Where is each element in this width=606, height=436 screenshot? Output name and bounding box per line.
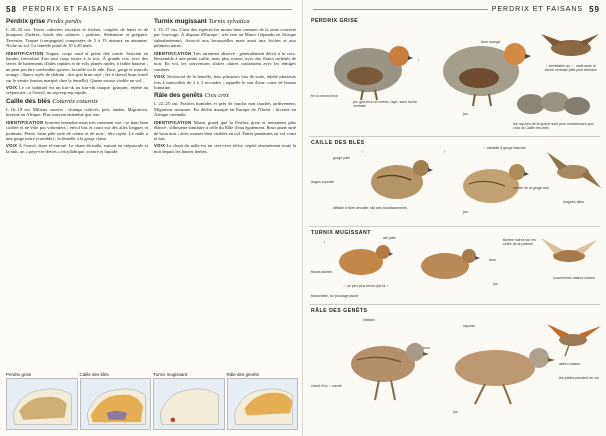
plate-label: juv. gris-brun et crème, rayé, sans tache ventrale — [353, 100, 417, 109]
voice-label: VOIX — [154, 143, 166, 149]
text-column-2 — [154, 17, 296, 366]
range-map-caption: Caille des blés — [79, 372, 109, 377]
plate-label: tâches noires sur les côtés de la poitrine — [503, 238, 536, 247]
plate-title-buttonquail: TURNIX MUGISSANT — [311, 230, 371, 236]
plate-label: gorge pâle — [333, 156, 350, 160]
europe-map-icon — [227, 378, 299, 430]
voice-text: Le cri habituel est un kirr-ik ou kirr-rik rauque, grinçant, répété au crépuscule ; à l'envol, un rep-rep-rep rapide. — [6, 85, 148, 96]
plate-title-quail: CAILLE DES BLÉS — [311, 140, 365, 146]
plate-title-partridge: PERDRIX GRISE — [311, 18, 359, 24]
corncrake-illustration — [339, 330, 429, 402]
plate-divider — [309, 226, 600, 227]
voice-text: Territorial de la femelle, hou, plusieurs fois de suite, répété plusieurs fois à intervalles de 2 à 3 secondes ; rappelle le son d'une corne de brume lointaine. — [154, 74, 296, 91]
voice-label: VOIX — [6, 85, 18, 91]
plate-label: juv. — [463, 210, 469, 214]
range-map — [80, 372, 150, 430]
europe-map-icon — [80, 378, 152, 430]
plate-label: châtain — [363, 318, 375, 322]
plate-label: juv. — [463, 112, 469, 116]
right-running-head — [309, 2, 600, 16]
plate-label: centre de la gorge noir — [513, 186, 549, 190]
plate-label: œil pâle — [383, 236, 396, 240]
identification-text: Très rarement observé ; généralement décrit à la voix. Ressemble à une petite caille, mais plus rousse, avec des flancs tachetés de noir. En vol, les couvertures alaires claires contrastent avec les rémiges sombres. — [154, 50, 296, 72]
range-map-caption: Râle des genêts — [226, 372, 260, 377]
voice-label: VOIX — [6, 143, 18, 149]
plate-label: couvertures alaires claires — [553, 276, 595, 280]
plate-title-corncrake: RÂLE DES GENÊTS — [311, 308, 368, 314]
corncrake-flight-illustration — [547, 318, 601, 358]
plate-label: ♀ — [443, 150, 446, 154]
corncrake-walking-illustration — [445, 334, 555, 406]
europe-map-icon — [153, 378, 225, 430]
species-heading-quail: Caille des blés Coturnix coturnix — [6, 97, 98, 105]
plate-label: ♀ — [417, 58, 420, 62]
right-page — [303, 0, 606, 436]
identification-label: IDENTIFICATION — [6, 119, 44, 125]
voice-text: À l'envol, doux et enroué. Le chant du mâle, surtout au crépuscule et la nuit, un « paye-tes-dettes » trisyllabique, sonore et liquide. — [6, 143, 148, 154]
species-heading-buttonquail: Turnix mugissant Turnix sylvatica — [154, 18, 250, 25]
plate-label: les pattes pendent en vol — [559, 376, 599, 380]
plate-label: rayures — [463, 324, 475, 328]
quail-female-illustration — [453, 154, 533, 208]
europe-map-icon — [6, 378, 78, 430]
range-map — [6, 372, 76, 430]
identification-label: IDENTIFICATION — [154, 119, 192, 125]
text-column-1 — [6, 17, 148, 366]
plate-label: brun — [423, 346, 431, 350]
plate-label: longues ailes — [563, 200, 584, 204]
left-text-columns — [6, 17, 296, 366]
plate-label: ♂ — [361, 150, 364, 154]
plate-label: ♂ semblable au ♂, mais avec la tache ventrale pâle plus étendue — [545, 64, 597, 73]
identification-label: IDENTIFICATION — [6, 50, 44, 56]
species-body: L 16–18 cm. Milieux ouverts : champs cultivés, prés, landes. Migratrice, hiverne en Afrique. Plus souvent entendue que vue. — [6, 106, 148, 118]
plate-label: ♂ un peu plus terne que la ♀ — [343, 284, 389, 288]
buttonquail-male-illustration — [413, 240, 483, 284]
quail-male-illustration — [363, 150, 433, 204]
page-number-left: 58 — [6, 4, 17, 14]
left-running-head — [6, 2, 296, 16]
page-number-right: 59 — [589, 4, 600, 14]
plate-label: ♀ — [323, 240, 326, 244]
voice-label: VOIX — [154, 74, 166, 80]
species-body: L 15–17 cm. L'une des espèces les moins bien connues de la zone couverte par l'ouvrage. À disparu d'Europe ; très rare au Maroc (répandu en Afrique subsaharienne). Associé aux broussailles mais aussi aux friches et aux palmiers nains. — [154, 27, 296, 49]
grey-partridge-illustration — [323, 30, 413, 100]
plate-divider — [309, 136, 600, 137]
partridge-covey-illustration — [513, 80, 593, 120]
plate-label: juv. — [453, 410, 459, 414]
running-head-text: PERDRIX ET FAISANS — [22, 5, 115, 13]
plate-label: brun orangé — [481, 40, 501, 44]
range-map — [227, 372, 297, 430]
range-map-caption: Turnix mugissant — [153, 372, 188, 377]
identification-text: Souvent entendue mais très rarement vue ; se tient bien cachée et ne vole pas volontiers ; envol bas et court sur des ailes longues et pointues. Petite, brun pâle strié de crème et de noir ; tête rayée. Le mâle a une gorge noire (variable) ; la femelle a la gorge claire. — [6, 119, 148, 141]
running-head-text: PERDRIX ET FAISANS — [491, 5, 584, 13]
identification-label: IDENTIFICATION — [154, 50, 192, 56]
species-body: L 22–25 cm. Prairies humides et prés de fauche non fauchés tardivement. Migrateur nocturne. En déclin marqué en Europe de l'Ouest ; hiverne en Afrique orientale. — [154, 101, 296, 118]
plate-divider — [309, 304, 600, 305]
header-rule — [313, 9, 488, 10]
buttonquail-female-illustration — [333, 238, 393, 280]
plate-label: chant d'un ♂ caché — [311, 384, 342, 388]
species-heading-corncrake: Râle des genêts Crex crex — [154, 92, 229, 100]
plate-label: larges sourcils — [311, 180, 334, 184]
plate-label: brun — [489, 258, 497, 262]
species-body: L 29–32 cm. Terres cultivées ouvertes et friches, coupées de haies et de bouquets d'arbres, bords des cultures ; prairies. Sédentaire et grégaire. Terrestre. Trapue (compagnie) composées de 5 à 15 oiseaux en automne. Niche au sol. La femelle pond de 10 à 20 œufs. — [6, 27, 148, 49]
buttonquail-flight-illustration — [539, 234, 599, 278]
plate-label: flancs tachés — [311, 270, 332, 274]
plate-label: juv. — [493, 282, 499, 286]
range-maps-row — [6, 372, 296, 430]
range-map — [153, 372, 223, 430]
plate-label: blanchâtre, au plumage jaune — [311, 294, 359, 298]
identification-text: Trapue, corps rond et petite tête ronde. Souvent en bandes s'envolant d'un seul coup toutes à la fois. À grands cris, avec des séries de battements d'ailes rapides et de vols planés raides, à faible hauteur ; ne peut pas être confondue qu'avec la caille ou le râle. Face, gorge et sourcils orange ; flancs rayés de châtain ; dos gris brun rayé ; fer à cheval brun foncé sur le ventre (moins marqué chez la femelle). Queue rousse visible en vol. — [6, 50, 148, 83]
plate-label: les rayures de la queue sont plus nombreuses que chez la Caille des blés — [513, 122, 594, 131]
plate-label: ♂ variable à gorge blanche — [483, 146, 527, 150]
plate-label: difficile à faire décoller, fait des bondissements — [333, 206, 408, 210]
identification-text: Moins grand que la Perdrix grise et nettement plus élancé ; silhouette similaire à celle du Râle d'eau également. Brun jaune strié de brun noir ; ailes rousses bien visibles en vol. Pattes pendantes en vol court et bas. — [154, 119, 296, 141]
quail-flight-illustration — [547, 148, 601, 196]
plate-label: fer à cheval brun — [311, 94, 338, 98]
range-map-caption: Perdrix grise — [6, 372, 32, 377]
voice-text: Le chant du mâle est un crex-crex rêche, répété obstinément toute la nuit depuis les hautes herbes. — [154, 143, 296, 154]
species-heading-partridge: Perdrix grise Perdix perdix — [6, 18, 82, 25]
header-rule — [118, 9, 292, 10]
plate-label: ailes rousses — [559, 362, 580, 366]
partridge-flight-illustration — [541, 28, 599, 64]
